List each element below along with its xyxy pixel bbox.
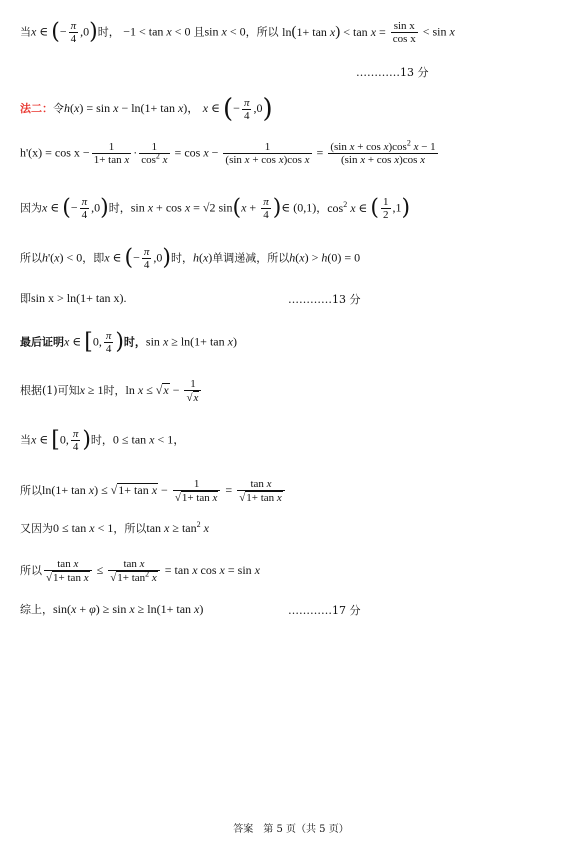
line-11: 又因为0 ≤ tan x < 1，所以$\tan x \ge \tan^2 x$	[20, 520, 209, 535]
line-1: 当x ∈ (− $\frac{\pi}{4}$ ,0)时， −1 < tan x < 0 且sin x < 0，所以 ln(1+ tan x) < tan x = $\frac{\text{sin x}}{\text{cos x}}$ < sin x	[20, 19, 455, 45]
line-4: 因为x ∈ (− $\frac{\pi}{4}$ ,0)时，sin x + cos x = √2 sin(x + $\frac{\pi}{4}$ )∈ (0,1)，$\cos^2 x$ ∈ ( $\frac{1}{2}$ ,1)	[20, 195, 411, 221]
score-13b: …………13 分	[288, 293, 361, 306]
line-3: h'(x) = cos x − $\frac{1}{\text{1+ tan x}}$ · $\frac{1}{\cos^2 x}$ = cos x − $\frac{1}{\text{(sin x + cos x)cos x}}$ = $\frac{(\sin x + \cos x)\cos^2 x - 1}{\text{(sin x + cos x)cos x}}$	[20, 138, 436, 166]
line-5: 所以h'(x) < 0，即x ∈ (− $\frac{\pi}{4}$ ,0)时，h(x)单调递减，所以h(x) > h(0) = 0	[20, 245, 361, 271]
line-9: 当x ∈ [0, $\frac{\pi}{4}$ )时，0 ≤ tan x < 1，	[20, 427, 186, 453]
line-2: 法二：令h(x) = sin x − ln(1+ tan x)， x ∈ (− $\frac{\pi}{4}$ ,0)	[20, 94, 273, 124]
line-13: 综上，sin(x + φ) ≥ sin x ≥ ln(1+ tan x)	[20, 602, 204, 616]
score-17: …………17 分	[288, 604, 361, 617]
method-two-label: 法二：	[20, 102, 53, 115]
line-6: 即sin x > ln(1+ tan x).	[20, 291, 127, 305]
line-8: 根据(1)可知x ≥ 1时，ln x ≤ √x − $\frac{1}{√x}$	[20, 378, 203, 404]
line-10: 所以ln(1+ tan x) ≤ √1+ tan x − $\frac{1}{\text{√1+ tan x}}$ = $\frac{\text{tan x}}{\text{√1+ tan x}}$	[20, 478, 287, 504]
line-7: 最后证明x ∈ [0, $\frac{\pi}{4}$ )时，sin x ≥ ln(1+ tan x)	[20, 329, 237, 355]
line-12: 所以 $\frac{\text{tan x}}{\text{√1+ tan x}}$ ≤ $\frac{\text{tan x}}{√1+ \tan^2 x}$ = tan x cos x = sin x	[20, 558, 260, 584]
score-13a: …………13 分	[356, 66, 429, 79]
page-footer: 答案 第 5 页（共 5 页）	[233, 824, 349, 835]
